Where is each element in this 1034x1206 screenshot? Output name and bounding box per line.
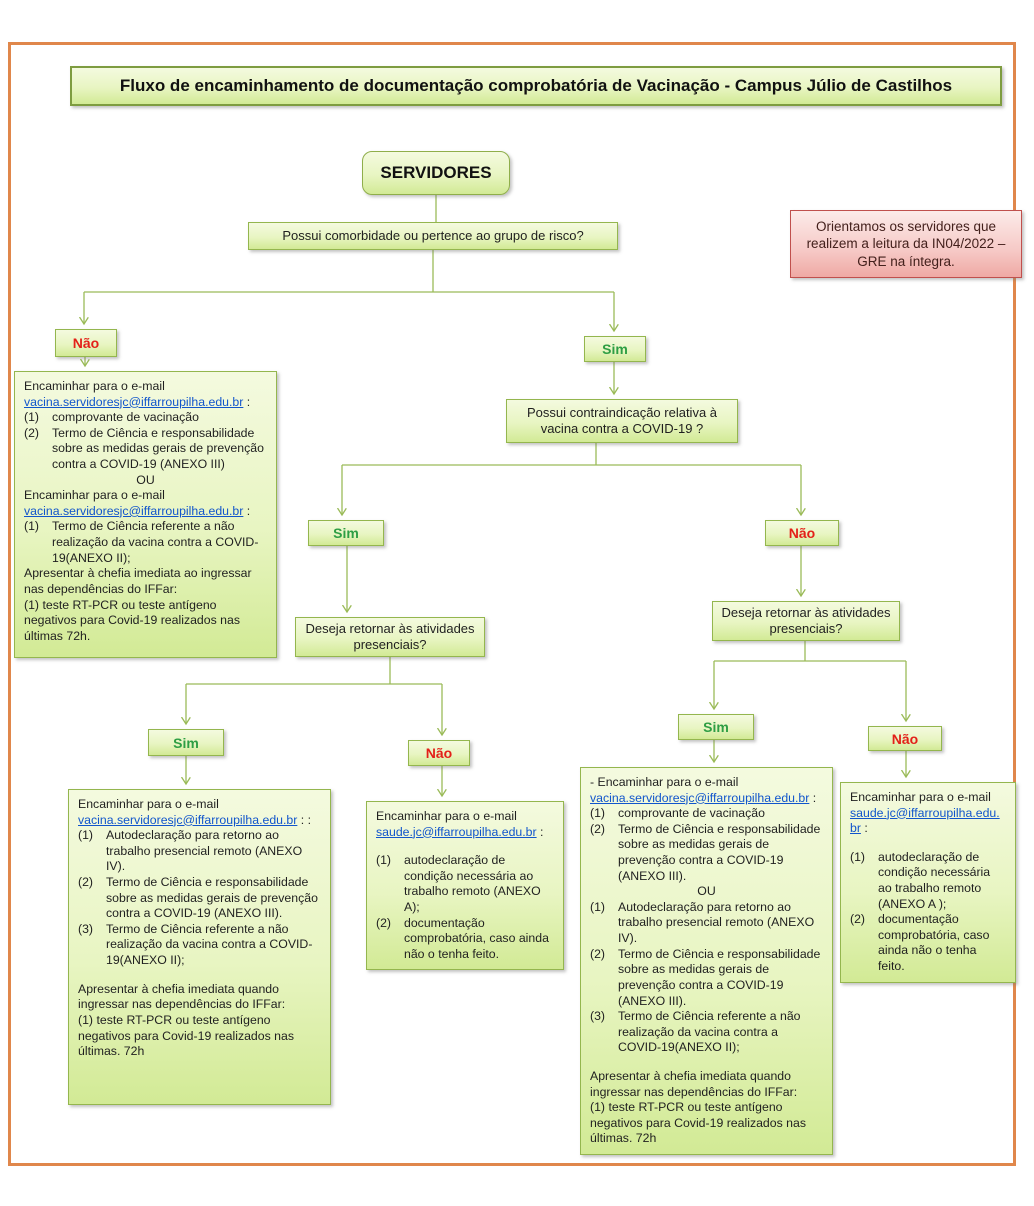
item-text: Termo de Ciência referente a não realização da vacina contra a COVID-19(ANEXO II);	[52, 519, 259, 565]
decision-label-sim-4: Sim	[678, 714, 754, 740]
paragraph: Encaminhar para o e-mail	[24, 379, 165, 393]
outcome-box-retorno-dir-nao	[840, 782, 1016, 983]
link-suffix: :	[809, 790, 817, 805]
list-item	[590, 947, 823, 1009]
item-marker: (1)	[590, 899, 606, 914]
item-marker: (2)	[850, 912, 866, 927]
outcome-box-comorbidade-nao	[14, 371, 277, 658]
item-marker: (2)	[590, 821, 606, 836]
list-item	[850, 912, 1006, 974]
paragraph: Encaminhar para o e-mail	[376, 809, 517, 823]
list-item	[590, 806, 823, 822]
item-marker: (1)	[590, 806, 606, 821]
item-marker: (1)	[376, 853, 392, 868]
link-suffix: :	[243, 394, 251, 409]
paragraph: Encaminhar para o e-mail	[850, 790, 991, 804]
link-suffix: :	[860, 821, 868, 836]
email-line	[78, 813, 321, 829]
email-link-saude[interactable]: saude.jc@iffarroupilha.edu.br	[850, 805, 1000, 836]
page-title: Fluxo de encaminhamento de documentação comprobatória de Vacinação - Campus Júlio de Castilhos	[70, 66, 1002, 106]
item-marker: (2)	[590, 946, 606, 961]
paragraph: - Encaminhar para o e-mail	[590, 775, 739, 789]
list-item	[24, 519, 267, 566]
item-text: documentação comprobatória, caso ainda não o tenha feito.	[404, 915, 549, 961]
list-item	[376, 853, 554, 915]
spacer	[376, 840, 554, 853]
email-line	[376, 825, 554, 841]
item-marker: (1)	[78, 828, 94, 843]
item-text: documentação comprobatória, caso ainda não o tenha feito.	[878, 912, 990, 974]
paragraph: Encaminhar para o e-mail	[78, 797, 219, 811]
email-link-vacina[interactable]: vacina.servidoresjc@iffarroupilha.edu.br	[24, 394, 244, 409]
item-marker: (2)	[78, 875, 94, 890]
outcome-box-retorno-esq-sim	[68, 789, 331, 1105]
start-node-servidores: SERVIDORES	[362, 151, 510, 195]
email-link-vacina[interactable]: vacina.servidoresjc@iffarroupilha.edu.br	[78, 812, 298, 827]
item-text: comprovante de vacinação	[618, 806, 765, 821]
item-text: Termo de Ciência e responsabilidade sobre as medidas gerais de prevenção contra a COVID-19 (ANEXO III)	[52, 425, 264, 472]
list-item	[850, 850, 1006, 912]
paragraph: (1) teste RT-PCR ou teste antígeno negativos para Covid-19 realizados nas últimas 72h.	[24, 597, 241, 643]
question-contraindicacao: Possui contraindicação relativa à vacina contra a COVID-19 ?	[506, 399, 738, 443]
decision-label-sim-1: Sim	[584, 336, 646, 362]
item-marker: (2)	[376, 915, 392, 930]
decision-label-nao-1: Não	[55, 329, 117, 357]
item-marker: (3)	[78, 921, 94, 936]
decision-label-sim-2: Sim	[308, 520, 384, 546]
list-item	[78, 875, 321, 922]
item-marker: (1)	[850, 849, 866, 864]
item-marker: (1)	[24, 519, 40, 534]
spacer	[78, 969, 321, 982]
paragraph: Apresentar à chefia imediata quando ingressar nas dependências do IFFar:	[78, 981, 286, 1012]
item-text: Autodeclaração para retorno ao trabalho presencial remoto (ANEXO IV).	[106, 828, 303, 874]
outcome-box-retorno-esq-nao	[366, 801, 564, 970]
question-retorno-esquerda: Deseja retornar às atividades presenciais?	[295, 617, 485, 657]
list-item	[24, 410, 267, 426]
list-item	[24, 426, 267, 473]
item-text: comprovante de vacinação	[52, 410, 199, 425]
decision-label-nao-4: Não	[868, 726, 942, 751]
list-item	[590, 1009, 823, 1056]
email-link-vacina[interactable]: vacina.servidoresjc@iffarroupilha.edu.br	[590, 790, 810, 805]
item-text: Termo de Ciência e responsabilidade sobre as medidas gerais de prevenção contra a COVID-19 (ANEXO III).	[618, 821, 821, 883]
item-text: Termo de Ciência e responsabilidade sobre as medidas gerais de prevenção contra a COVID-19 (ANEXO III).	[106, 875, 318, 921]
email-line	[24, 504, 267, 520]
question-retorno-direita: Deseja retornar às atividades presenciais?	[712, 601, 900, 641]
item-marker: (1)	[24, 410, 40, 425]
item-text: autodeclaração de condição necessária ao trabalho remoto (ANEXO A);	[404, 853, 541, 915]
link-suffix: :	[536, 824, 544, 839]
email-line	[590, 791, 823, 807]
item-marker: (2)	[24, 425, 40, 440]
paragraph: Apresentar à chefia imediata quando ingressar nas dependências do IFFar:	[590, 1068, 798, 1099]
list-item	[78, 828, 321, 875]
link-suffix: :	[243, 503, 251, 518]
outcome-box-retorno-dir-sim	[580, 767, 833, 1155]
email-line	[24, 395, 267, 411]
ou-separator: OU	[136, 472, 155, 487]
decision-label-sim-3: Sim	[148, 729, 224, 756]
list-item	[376, 916, 554, 963]
decision-label-nao-3: Não	[408, 740, 470, 766]
paragraph: (1) teste RT-PCR ou teste antígeno negativos para Covid-19 realizados nas últimas. 72h	[78, 1012, 295, 1059]
spacer	[590, 1056, 823, 1069]
ou-separator: OU	[697, 884, 716, 899]
spacer	[850, 837, 1006, 850]
list-item	[590, 822, 823, 884]
item-text: Termo de Ciência e responsabilidade sobre as medidas gerais de prevenção contra a COVID-19 (ANEXO III).	[618, 946, 821, 1008]
paragraph: (1) teste RT-PCR ou teste antígeno negativos para Covid-19 realizados nas últimas. 72h	[590, 1100, 807, 1146]
item-text: Termo de Ciência referente a não realização da vacina contra a COVID-19(ANEXO II);	[106, 921, 313, 968]
item-text: Autodeclaração para retorno ao trabalho presencial remoto (ANEXO IV).	[618, 899, 815, 946]
email-line	[850, 806, 1006, 837]
item-text: Termo de Ciência referente a não realização da vacina contra a COVID-19(ANEXO II);	[618, 1009, 801, 1055]
item-marker: (3)	[590, 1009, 606, 1024]
list-item	[590, 900, 823, 947]
decision-label-nao-2: Não	[765, 520, 839, 546]
notice-box: Orientamos os servidores que realizem a leitura da IN04/2022 –GRE na íntegra.	[790, 210, 1022, 278]
link-suffix: : :	[297, 812, 312, 827]
paragraph: Apresentar à chefia imediata ao ingressar nas dependências do IFFar:	[24, 566, 252, 596]
list-item	[78, 922, 321, 969]
paragraph: Encaminhar para o e-mail	[24, 488, 165, 503]
item-text: autodeclaração de condição necessária ao trabalho remoto (ANEXO A );	[878, 849, 991, 911]
email-link-vacina[interactable]: vacina.servidoresjc@iffarroupilha.edu.br	[24, 503, 244, 518]
question-comorbidade: Possui comorbidade ou pertence ao grupo de risco?	[248, 222, 618, 250]
email-link-saude[interactable]: saude.jc@iffarroupilha.edu.br	[376, 824, 537, 839]
